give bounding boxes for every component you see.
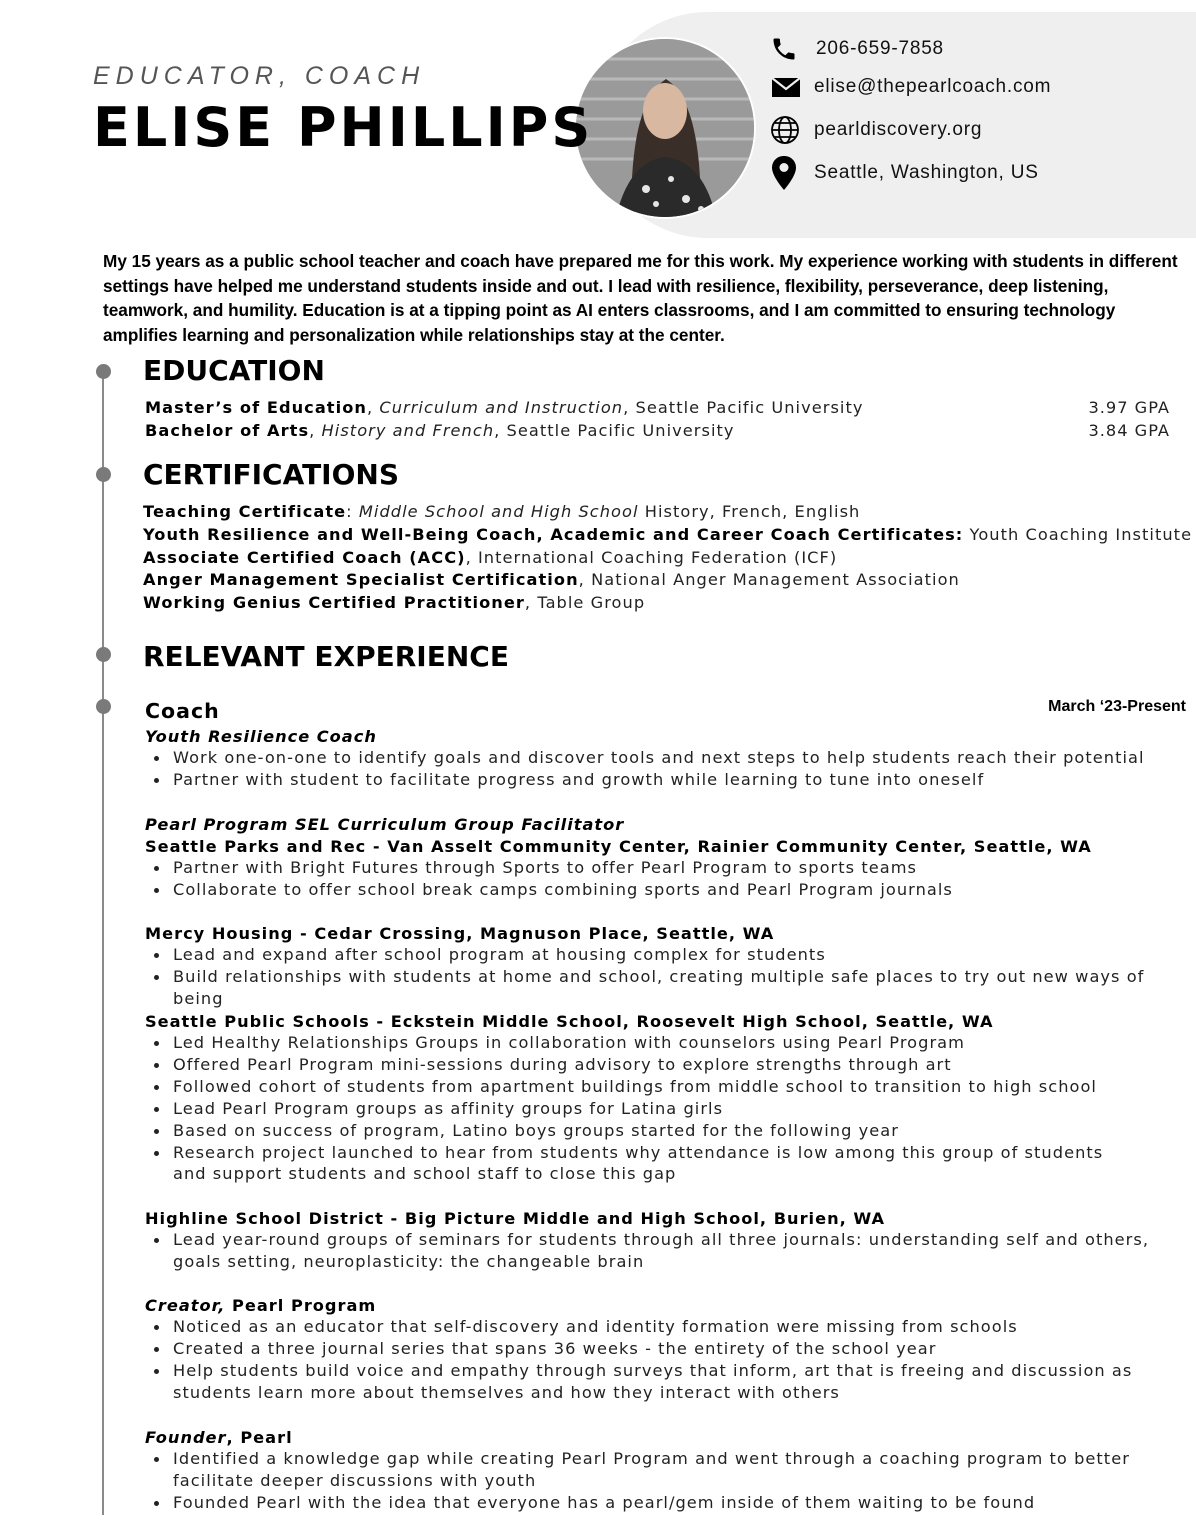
list-item: Lead year-round groups of seminars for students through all three journals: understanding self and others, goals setting, neuroplasticity: the changeable brain bbox=[150, 1229, 1190, 1273]
degree: Bachelor of Arts bbox=[145, 421, 310, 440]
organization-title: Seattle Parks and Rec - Van Asselt Community Center, Rainier Community Center, Seattle, WA bbox=[145, 837, 1092, 856]
candidate-name: ELISE PHILLIPS bbox=[93, 96, 594, 159]
phone-number: 206-659-7858 bbox=[816, 38, 944, 59]
timeline-dot bbox=[96, 699, 111, 714]
list-item: Based on success of program, Latino boys groups started for the following year bbox=[150, 1120, 1140, 1142]
bullet-list bbox=[150, 944, 1190, 1010]
profile-photo-image bbox=[576, 39, 754, 217]
contact-phone[interactable] bbox=[770, 34, 944, 64]
date-range: March ‘23-Present bbox=[1048, 698, 1186, 715]
list-item: Identified a knowledge gap while creating Pearl Program and went through a coaching program to better facilitate deeper discussions with youth bbox=[150, 1448, 1140, 1492]
list-item: Lead and expand after school program at housing complex for students bbox=[150, 944, 1190, 966]
organization-title: Mercy Housing - Cedar Crossing, Magnuson Place, Seattle, WA bbox=[145, 924, 775, 943]
bullet-list bbox=[150, 1448, 1140, 1514]
degree: Master’s of Education bbox=[145, 398, 367, 417]
phone-icon bbox=[770, 34, 806, 64]
timeline-dot bbox=[96, 647, 111, 662]
professional-summary: My 15 years as a public school teacher and coach have prepared me for this work. My experience working with students in different settings have helped me understand students inside and out. I lead with resilience, flexibility, perseverance, deep listening, teamwork, and humility. Education is at a tipping point as AI enters classrooms, and I am committed to ensuring technology amplifies learning and personalization while relationships stay at the center. bbox=[103, 251, 1178, 345]
list-item: Work one-on-one to identify goals and discover tools and next steps to help students reach their potential bbox=[150, 747, 1190, 769]
list-item: Followed cohort of students from apartment buildings from middle school to transition to high school bbox=[150, 1076, 1140, 1098]
email-address: elise@thepearlcoach.com bbox=[814, 76, 1052, 97]
experience-heading: RELEVANT EXPERIENCE bbox=[143, 640, 509, 673]
location-text: Seattle, Washington, US bbox=[814, 162, 1039, 183]
timeline-dot bbox=[96, 467, 111, 482]
list-item: Collaborate to offer school break camps combining sports and Pearl Program journals bbox=[150, 879, 1190, 901]
field-of-study: History and French bbox=[321, 421, 495, 440]
map-pin-icon bbox=[770, 158, 806, 188]
timeline-dot bbox=[96, 364, 111, 379]
position-title: Youth Resilience Coach bbox=[145, 727, 377, 746]
field-of-study: Curriculum and Instruction bbox=[379, 398, 624, 417]
bullet-list bbox=[150, 1229, 1190, 1273]
job-subtitle: EDUCATOR, COACH bbox=[93, 62, 426, 90]
envelope-icon bbox=[770, 72, 806, 102]
education-heading: EDUCATION bbox=[143, 354, 325, 387]
list-item: Offered Pearl Program mini-sessions during advisory to explore strengths through art bbox=[150, 1054, 1140, 1076]
list-item: Help students build voice and empathy through surveys that inform, art that is freeing and discussion as students learn more about themselves and how they interact with others bbox=[150, 1360, 1190, 1404]
profile-photo bbox=[574, 37, 756, 219]
timeline-line bbox=[102, 372, 104, 1515]
creator-title: Creator, Pearl Program bbox=[145, 1296, 377, 1315]
list-item: Build relationships with students at home and school, creating multiple safe places to try out new ways of being bbox=[150, 966, 1190, 1010]
bullet-list bbox=[150, 747, 1190, 791]
bullet-list bbox=[150, 1032, 1140, 1185]
education-entry: Bachelor of Arts, History and French, Seattle Pacific University bbox=[145, 421, 735, 440]
role-title: Coach bbox=[145, 699, 220, 723]
organization-title: Seattle Public Schools - Eckstein Middle School, Roosevelt High School, Seattle, WA bbox=[145, 1012, 994, 1031]
bullet-list bbox=[150, 1316, 1190, 1404]
contact-email[interactable] bbox=[770, 72, 1051, 102]
list-item: Research project launched to hear from students why attendance is low among this group of students and support students and school staff to close this gap bbox=[150, 1142, 1140, 1186]
contact-website[interactable] bbox=[770, 115, 982, 145]
certifications-heading: CERTIFICATIONS bbox=[143, 458, 400, 491]
list-item: Noticed as an educator that self-discovery and identity formation were missing from schools bbox=[150, 1316, 1190, 1338]
list-item: Lead Pearl Program groups as affinity groups for Latina girls bbox=[150, 1098, 1140, 1120]
organization-title: Highline School District - Big Picture Middle and High School, Burien, WA bbox=[145, 1209, 886, 1228]
certification-entry: Teaching Certificate: Middle School and High School History, French, English bbox=[143, 502, 861, 521]
list-item: Founded Pearl with the idea that everyone has a pearl/gem inside of them waiting to be found bbox=[150, 1492, 1140, 1514]
school: Seattle Pacific University bbox=[506, 421, 735, 440]
bullet-list bbox=[150, 857, 1190, 901]
gpa: 3.84 GPA bbox=[1088, 421, 1170, 440]
certification-entry: Youth Resilience and Well-Being Coach, Academic and Career Coach Certificates: Youth Coaching Institute bbox=[143, 525, 1193, 544]
position-title: Pearl Program SEL Curriculum Group Facilitator bbox=[145, 815, 625, 834]
gpa: 3.97 GPA bbox=[1088, 398, 1170, 417]
contact-location bbox=[770, 158, 1039, 188]
founder-title: Founder, Pearl bbox=[145, 1428, 293, 1447]
website-url: pearldiscovery.org bbox=[814, 119, 983, 140]
globe-icon bbox=[770, 115, 806, 145]
list-item: Led Healthy Relationships Groups in collaboration with counselors using Pearl Program bbox=[150, 1032, 1140, 1054]
list-item: Created a three journal series that spans 36 weeks - the entirety of the school year bbox=[150, 1338, 1190, 1360]
certification-entry: Working Genius Certified Practitioner, Table Group bbox=[143, 593, 646, 612]
education-entry: Master’s of Education, Curriculum and Instruction, Seattle Pacific University bbox=[145, 398, 864, 417]
certification-entry: Anger Management Specialist Certification, National Anger Management Association bbox=[143, 570, 960, 589]
list-item: Partner with student to facilitate progress and growth while learning to tune into oneself bbox=[150, 769, 1190, 791]
school: Seattle Pacific University bbox=[635, 398, 864, 417]
certification-entry: Associate Certified Coach (ACC), International Coaching Federation (ICF) bbox=[143, 548, 838, 567]
list-item: Partner with Bright Futures through Sports to offer Pearl Program to sports teams bbox=[150, 857, 1190, 879]
